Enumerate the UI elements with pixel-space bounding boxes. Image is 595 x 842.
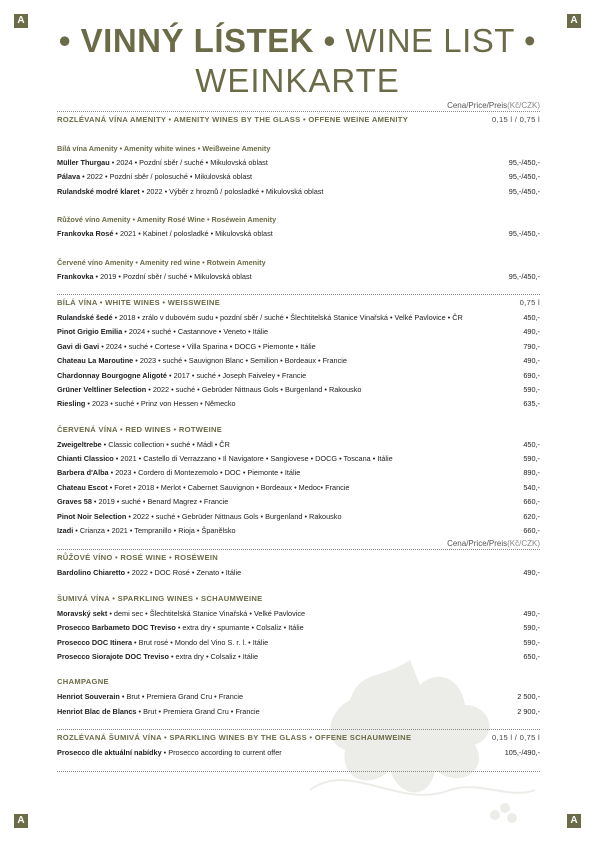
wine-item: Barbera d'Alba • 2023 • Cordero di Montezemolo • DOC • Piemonte • Itálie 890,- xyxy=(57,468,540,478)
wine-item: Chateau Escot • Foret • 2018 • Merlot • Cabernet Sauvignon • Bordeaux • Medoc• Francie 540,- xyxy=(57,482,540,492)
wine-item: Chardonnay Bourgogne Aligoté • 2017 • suché • Joseph Faiveley • Francie 690,- xyxy=(57,370,540,380)
title-bold: • VINNÝ LÍSTEK • xyxy=(58,22,336,59)
subsection-heading: Červené víno Amenity • Amenity red wine • Rotwein Amenity xyxy=(57,257,266,267)
wine-item: Pinot Grigio Emilia • 2024 • suché • Castannove • Veneto • Itálie 490,- xyxy=(57,327,540,337)
section-heading: ROZLÉVANÁ ŠUMIVÁ VÍNA • SPARKLING WINES BY THE GLASS • OFFENE SCHAUMWEINE 0,15 l / 0,75 l xyxy=(57,733,540,743)
section-heading: CHAMPAGNE xyxy=(57,677,109,687)
wine-item: Izadi • Crianza • 2021 • Tempranillo • Rioja • Španělsko 660,- xyxy=(57,526,540,536)
wine-item: Pálava • 2022 • Pozdní sběr / polosuché • Mikulovská oblast 95,-/450,- xyxy=(57,172,540,182)
wine-item: Bardolino Chiaretto • 2022 • DOC Rosé • Zenato • Itálie 490,- xyxy=(57,568,540,578)
logo-top-right: A xyxy=(567,14,581,28)
wine-item: Chianti Classico • 2021 • Castello di Verrazzano • Il Navigatore • Sangiovese • DOCG • Toscana • Itálie 590,- xyxy=(57,454,540,464)
price-header: Cena/Price/Preis(Kč/CZK) xyxy=(447,101,540,110)
wine-item: Gavi di Gavi • 2024 • suché • Cortese • Villa Sparina • DOCG • Piemonte • Itálie 790,- xyxy=(57,341,540,351)
subsection-heading: Bílá vína Amenity • Amenity white wines • Weißweine Amenity xyxy=(57,144,271,153)
logo-top-left: A xyxy=(14,14,28,28)
price-header: Cena/Price/Preis(Kč/CZK) xyxy=(447,539,540,549)
wine-item: Prosecco Barbameto DOC Treviso • extra dry • spumante • Colsaliz • Itálie 590,- xyxy=(57,623,540,633)
wine-item: Prosecco Siorajote DOC Treviso • extra dry • Colsaliz • Itálie 650,- xyxy=(57,651,540,661)
page-subtitle: WEINKARTE xyxy=(195,62,400,99)
subsection-heading: Růžové víno Amenity • Amenity Rosé Wine • Roséwein Amenity xyxy=(57,215,277,225)
wine-item: Riesling • 2023 • suché • Prinz von Hessen • Německo 635,- xyxy=(57,399,540,409)
wine-item: Zweigeltrebe • Classic collection • suché • Mádl • ČR 450,- xyxy=(57,439,540,449)
wine-list xyxy=(57,100,540,772)
wine-item: Rulandské modré klaret • 2022 • Výběr z hroznů / polosladké • Mikulovská oblast 95,-/450,- xyxy=(57,186,540,196)
wine-item: Rulandské šedé • 2018 • zrálo v dubovém sudu • pozdní sběr / suché • Šlechtitelská Stanice Vinařská • Velké Pavlovice • ČR 450,- xyxy=(57,312,540,322)
logo-bottom-left: A xyxy=(14,814,28,828)
wine-item: Frankovka Rosé • 2021 • Kabinet / polosladké • Mikulovská oblast 95,-/450,- xyxy=(57,229,540,239)
section-heading: ŠUMIVÁ VÍNA • SPARKLING WINES • SCHAUMWEINE xyxy=(57,593,263,603)
wine-item: Chateau La Maroutine • 2023 • suché • Sauvignon Blanc • Semilion • Bordeaux • Francie 490,- xyxy=(57,356,540,366)
section-heading: ROZLÉVANÁ VÍNA AMENITY • AMENITY WINES BY THE GLASS • OFFENE WEINE AMENITY 0,15 l / 0,75 l xyxy=(57,115,540,124)
wine-item: Prosecco DOC Itinera • Brut rosé • Mondo del Vino S. r. l. • Itálie 590,- xyxy=(57,637,540,647)
wine-item: Müller Thurgau • 2024 • Pozdní sběr / suché • Mikulovská oblast 95,-/450,- xyxy=(57,158,540,167)
wine-item: Prosecco dle aktuální nabídky • Prosecco according to current offer 105,-/490,- xyxy=(57,748,540,758)
logo-bottom-right: A xyxy=(567,814,581,828)
wine-item: Frankovka • 2019 • Pozdní sběr / suché • Mikulovská oblast 95,-/450,- xyxy=(57,271,540,281)
title-light: WINE LIST • xyxy=(345,22,537,59)
wine-item: Henriot Blac de Blancs • Brut • Premiera Grand Cru • Francie 2 900,- xyxy=(57,706,540,716)
section-heading: RŮŽOVÉ VÍNO • ROSÉ WINE • ROSÉWEIN xyxy=(57,553,219,563)
wine-item: Graves 58 • 2019 • suché • Benard Magrez • Francie 660,- xyxy=(57,497,540,507)
divider xyxy=(57,771,540,772)
section-heading: ČERVENÁ VÍNA • RED WINES • ROTWEINE xyxy=(57,424,223,434)
wine-item: Pinot Noir Selection • 2022 • suché • Gebrüder Nittnaus Gols • Burgenland • Rakousko 620,- xyxy=(57,511,540,521)
wine-item: Moravský sekt • demi sec • Šlechtitelská Stanice Vinařská • Velké Pavlovice 490,- xyxy=(57,608,540,618)
page-title xyxy=(0,22,595,60)
wine-item: Grüner Veltliner Selection • 2022 • suché • Gebrüder Nittnaus Gols • Burgenland • Rakousko 590,- xyxy=(57,384,540,394)
section-heading: BÍLÁ VÍNA • WHITE WINES • WEISSWEINE 0,75 l xyxy=(57,297,540,307)
wine-item: Henriot Souverain • Brut • Premiera Grand Cru • Francie 2 500,- xyxy=(57,692,540,702)
